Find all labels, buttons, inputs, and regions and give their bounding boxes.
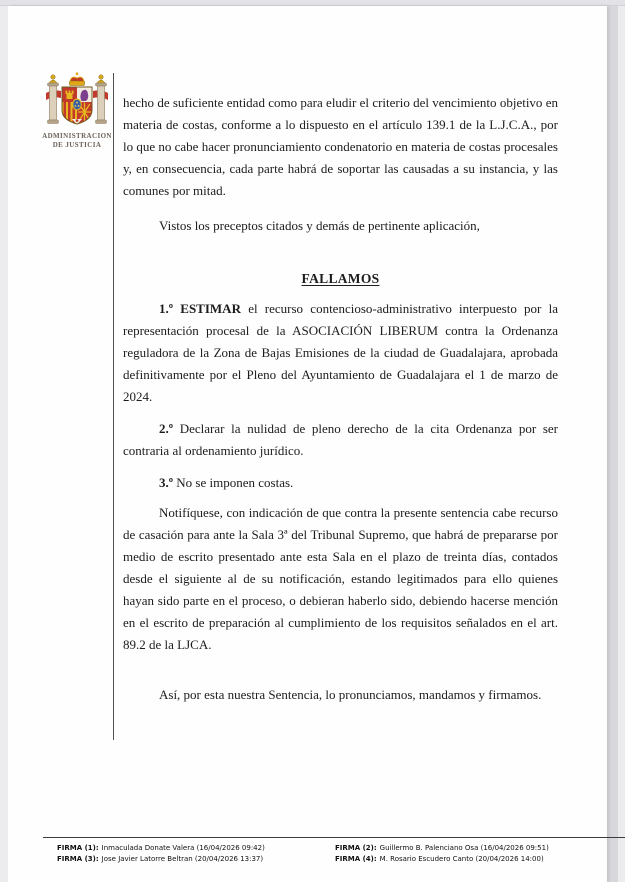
signature-entry [335,843,617,854]
signature-2-label: FIRMA (2): [335,844,377,852]
signature-4-value: M. Rosario Escudero Canto (20/04/2026 14:00) [379,855,544,863]
signature-4-label: FIRMA (4): [335,855,377,863]
signature-1-label: FIRMA (1): [57,844,99,852]
ruling-3 [123,472,558,494]
ruling-1-text: el recurso contencioso-administrativo interpuesto por la representación procesal de la ASOCIACIÓN LIBERUM contra la Ordenanza reguladora de la Zona de Bajas Emisiones de la ciudad de Guadalajara, aprobada definitivamente por el Pleno del Ayuntamiento de Guadalajara el 1 de marzo de 2024. [123,301,558,404]
ruling-2 [123,418,558,462]
page-edge-shadow [607,6,618,882]
spain-coat-of-arms-icon [34,72,120,130]
signature-footer [57,843,617,865]
document-page [8,6,607,882]
signature-3-value: Jose Javier Latorre Beltran (20/04/2026 13:37) [101,855,264,863]
ruling-3-text: No se imponen costas. [173,475,294,490]
ruling-2-text: Declarar la nulidad de pleno derecho de la cita Ordenanza por ser contraria al ordenamiento jurídico. [123,421,558,458]
paragraph-vistos: Vistos los preceptos citados y demás de pertinente aplicación, [159,218,480,233]
ruling-1-number: 1.º ESTIMAR [159,301,241,316]
footer-divider-line [43,837,625,838]
signature-entry [335,854,617,865]
paragraph-notifiquese: Notifíquese, con indicación de que contra la presente sentencia cabe recurso de casación para ante la Sala 3ª del Tribunal Supremo, que habrá de prepararse por medio de escrito presentado ante esta Sala en el plazo de treinta días, contados desde el siguiente al de su notificación, estando legitimados para ello quienes hayan sido parte en el proceso, o debieran haberlo sido, debiendo hacerse mención en el escrito de preparación al cumplimiento de los requisitos señalados en el art. 89.2 de la LJCA. [123,505,558,652]
paragraph-costas-continuation: hecho de suficiente entidad como para eludir el criterio del vencimiento objetivo en materia de costas, conforme a lo dispuesto en el artículo 139.1 de la L.J.C.A., por lo que no cabe hacer pronunciamiento condenatorio en materia de costas procesales y, en consecuencia, cada parte habrá de soportar las causadas a su instancia, y las comunes por mitad. [123,95,558,198]
judgment-text-body [123,92,558,706]
margin-divider-line [113,73,114,740]
administracion-de-justicia-header [34,72,120,150]
paragraph-closing: Así, por esta nuestra Sentencia, lo pronunciamos, mandamos y firmamos. [159,687,542,702]
fallamos-heading: FALLAMOS [301,271,380,286]
signature-1-value: Inmaculada Donate Valera (16/04/2026 09:42) [101,844,265,852]
signature-3-label: FIRMA (3): [57,855,99,863]
ruling-3-number: 3.º [159,475,174,490]
signature-entry [57,854,335,865]
ruling-1 [123,298,558,408]
org-name-line2: DE JUSTICIA [52,141,102,149]
signature-entry [57,843,335,854]
org-name-line1: ADMINISTRACION [42,132,112,140]
ruling-2-number: 2.º [159,421,174,436]
signature-2-value: Guillermo B. Palenciano Osa (16/04/2026 09:51) [379,844,549,852]
